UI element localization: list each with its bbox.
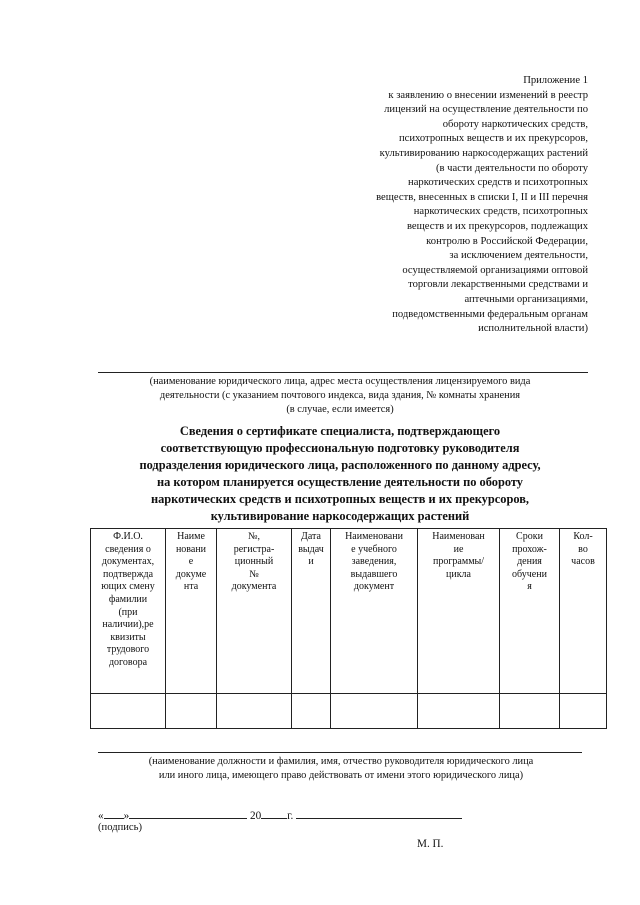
appendix-line: исполнительной власти) xyxy=(478,323,588,335)
column-header-line: обучени xyxy=(512,568,547,580)
column-header xyxy=(166,529,217,694)
entity-name-line xyxy=(98,372,588,373)
appendix-line: контролю в Российской Федерации, xyxy=(426,235,588,247)
column-header-line: я xyxy=(527,581,532,593)
appendix-line: (в части деятельности по обороту xyxy=(436,162,588,174)
column-header-line: е xyxy=(188,556,194,568)
table-cell[interactable] xyxy=(418,694,500,729)
appendix-line: осуществляемой организациями оптовой xyxy=(402,264,588,276)
appendix-line: торговли лекарственными средствами и xyxy=(408,279,588,291)
column-header-line: подтвержда xyxy=(102,568,154,580)
column-header-line: Ф.И.О. xyxy=(113,531,143,542)
appendix-line: за исключением деятельности, xyxy=(449,250,588,262)
column-header-line: программы/ xyxy=(432,556,485,568)
appendix-line: веществ, внесенных в списки I, II и III перечня xyxy=(376,191,588,203)
certificate-table xyxy=(90,528,607,729)
column-header-line: докуме xyxy=(175,568,207,580)
column-header-line: часов xyxy=(571,556,595,568)
column-header-line: Наиме xyxy=(177,531,205,542)
column-header xyxy=(292,529,331,694)
table-cell[interactable] xyxy=(217,694,292,729)
column-header xyxy=(91,529,166,694)
heading-line: Сведения о сертификате специалиста, подтверждающего xyxy=(179,424,501,438)
column-header-line: документа xyxy=(231,581,277,593)
entity-caption xyxy=(90,375,590,417)
column-header xyxy=(418,529,500,694)
column-header-line: Наименовани xyxy=(345,531,403,542)
column-header-line: №, xyxy=(247,531,261,542)
column-header-line: цикла xyxy=(446,568,471,580)
column-header-line: сведения о xyxy=(105,543,151,555)
appendix-line: лицензий на осуществление деятельности по xyxy=(384,104,588,116)
column-header-line: прохож- xyxy=(512,543,547,555)
table-header-row xyxy=(91,529,607,694)
table-cell[interactable] xyxy=(331,694,418,729)
table-cell[interactable] xyxy=(166,694,217,729)
year-prefix: 20 xyxy=(249,810,262,822)
certificate-heading xyxy=(70,423,610,525)
appendix-line: наркотических средств, психотропных xyxy=(413,206,588,218)
column-header xyxy=(560,529,607,694)
official-name-line xyxy=(98,752,582,753)
column-header-line: е учебного xyxy=(351,543,397,555)
heading-line: наркотических средств и психотропных веществ и их прекурсоров, xyxy=(150,492,530,506)
appendix-line: наркотических средств и психотропных xyxy=(408,177,588,189)
column-header-line: квизиты xyxy=(110,631,146,643)
heading-line: на котором планируется осуществление деятельности по обороту xyxy=(157,475,523,489)
column-header-line: ющих смену xyxy=(101,581,155,593)
date-signature-line xyxy=(98,808,462,822)
column-header-line: и xyxy=(308,556,314,568)
table-row xyxy=(91,694,607,729)
column-header-line: нта xyxy=(183,581,199,593)
column-header-line: документ xyxy=(353,581,395,593)
year-field[interactable] xyxy=(261,808,287,819)
month-field[interactable] xyxy=(129,808,247,819)
column-header-line: ие xyxy=(453,543,464,555)
official-caption-line: или иного лица, имеющего право действовать от имени этого юридического лица) xyxy=(158,770,524,781)
stamp-label: М. П. xyxy=(417,838,444,850)
table-cell[interactable] xyxy=(91,694,166,729)
column-header-line: (при xyxy=(118,606,138,618)
column-header-line: ционный xyxy=(234,556,274,568)
column-header-line: выдач xyxy=(298,543,324,555)
column-header-line: наличии),ре xyxy=(102,619,154,631)
appendix-line: подведомственными федеральным органам xyxy=(392,308,588,320)
column-header-line: новани xyxy=(175,543,207,555)
heading-line: подразделения юридического лица, расположенного по данному адресу, xyxy=(139,458,541,472)
appendix-line: обороту наркотических средств, xyxy=(442,118,588,130)
signature-field[interactable] xyxy=(296,808,462,819)
column-header-line: во xyxy=(578,543,588,555)
column-header-line: Сроки xyxy=(516,531,543,542)
column-header-line: Дата xyxy=(301,531,321,542)
appendix-block xyxy=(288,74,588,337)
column-header-line: заведения, xyxy=(351,556,397,568)
day-field[interactable] xyxy=(104,808,124,819)
signature-label: (подпись) xyxy=(98,822,142,833)
table-cell[interactable] xyxy=(500,694,560,729)
appendix-line: веществ и их прекурсоров, подлежащих xyxy=(406,220,588,232)
official-caption-line: (наименование должности и фамилия, имя, отчество руководителя юридического лица xyxy=(148,756,534,767)
appendix-line: Приложение 1 xyxy=(523,75,588,86)
official-caption xyxy=(86,755,596,783)
column-header-line: регистра- xyxy=(233,543,275,555)
column-header-line: фамилии xyxy=(108,593,148,605)
column-header-line: трудового xyxy=(106,644,150,656)
heading-line: культивирование наркосодержащих растений xyxy=(210,509,470,523)
entity-caption-line: деятельности (с указанием почтового индекса, вида здания, № комнаты хранения xyxy=(159,390,521,401)
column-header-line: документах, xyxy=(101,556,155,568)
appendix-line: аптечными организациями, xyxy=(464,293,588,305)
column-header-line: Наименован xyxy=(432,531,485,542)
column-header xyxy=(331,529,418,694)
column-header-line: выдавшего xyxy=(350,568,398,580)
appendix-line: к заявлению о внесении изменений в реестр xyxy=(388,89,588,101)
entity-caption-line: (в случае, если имеется) xyxy=(286,404,394,415)
quote-close: » xyxy=(123,810,130,822)
appendix-line: психотропных веществ и их прекурсоров, xyxy=(398,133,588,145)
heading-line: соответствующую профессиональную подготовку руководителя xyxy=(160,441,520,455)
column-header xyxy=(500,529,560,694)
year-suffix: г. xyxy=(287,810,294,822)
column-header xyxy=(217,529,292,694)
table-cell[interactable] xyxy=(560,694,607,729)
table-cell[interactable] xyxy=(292,694,331,729)
quote-open: « xyxy=(98,810,104,822)
column-header-line: Кол- xyxy=(573,531,593,542)
column-header-line: № xyxy=(249,568,259,580)
entity-caption-line: (наименование юридического лица, адрес места осуществления лицензируемого вида xyxy=(149,376,531,387)
column-header-line: дения xyxy=(517,556,542,568)
column-header-line: договора xyxy=(108,656,148,668)
appendix-line: культивированию наркосодержащих растений xyxy=(379,147,588,159)
